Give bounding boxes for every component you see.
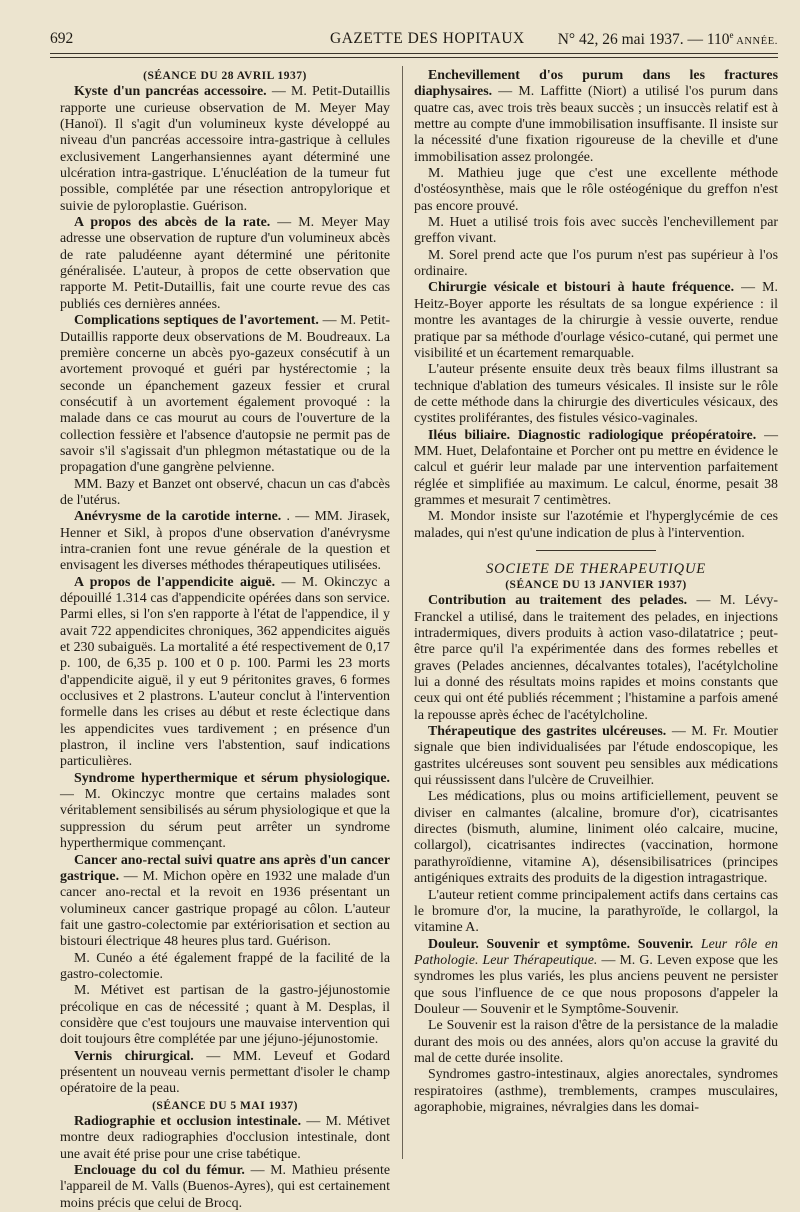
article-body: — M. Mathieu présente l'appareil de M. Valls (Buenos-Ayres), qui est certainement moins précis que celui de Brocq. (60, 1163, 390, 1211)
paragraph: M. Sorel prend acte que l'os purum n'est pas supérieur à l'os ordinaire. (414, 247, 778, 280)
article-body: — M. Heitz-Boyer apporte les résultats de sa longue expérience : il montre les avantages de la chirurgie à vessie ouverte, rendue pratique par sa méthode d'ourlage vésico-cutané, qui permet une visibilité et un écartement remarquable. (414, 280, 778, 361)
issue-annee: ANNÉE. (733, 36, 778, 48)
article-title: Cancer ano-rectal suivi quatre ans après d'un cancer gastrique. (60, 852, 390, 884)
article-body: — MM. Leveuf et Godard présentent un nouveau vernis permettant d'isoler le champ opératoire de la peau. (60, 1048, 390, 1097)
article-body: — M. G. Leven expose que les syndromes les plus variés, les plus anciens peuvent ne persister que sous l'influence de ce que nous proposons d'appeler la Douleur — Souvenir et le Symptôme-Souvenir. (414, 952, 779, 1017)
article (414, 937, 778, 1019)
article-body: — M. Petit-Dutaillis rapporte deux observations de M. Boudreaux. La première concerne un abcès pyo-gazeux consécutif à un avortement provoqué et guéri par hystérectomie ; la seconde un épanchement gazeux fessier et crural consécutif à un avortement également provoqué : la malade dans ce cas mourut au cours de l'ouverture de la collection fessière et l'absence d'autopsie ne permit pas de savoir s'il s'agissait d'un phlegmon métastatique ou de la propagation d'une gangrène pelvienne. (60, 313, 390, 476)
session-heading: (SÉANCE DU 5 MAI 1937) (152, 1099, 298, 1112)
article (60, 509, 390, 574)
article (414, 280, 778, 362)
paragraph: M. Mondor insiste sur l'azotémie et l'hyperglycémie de ces malades, qui n'est qu'une indication de plus à l'intervention. (414, 509, 778, 541)
article-body: — M. Okinczyc a dépouillé 1.314 cas d'appendicite opérées dans son service. Parmi elles, si l'on s'en rapporte à l'état de l'appendice, il y avait 722 appendicites chroniques, 362 appendicites aiguës et 230 subaiguës. La mortalité a été respectivement de 0,17 p. 100, de 6,35 p. 100 et 0 p. 100. Parmi les 23 morts d'appendicite aiguë, il y eut 9 péritonites graves, 6 formes occlusives et 2 plastrons. L'auteur conclut à l'intervention formelle dans les crises au début et reste éclectique dans les appendicites vues tardivement ; en présence d'un plastron, il incline vers l'abstention, sauf indications particulières. (60, 574, 390, 770)
running-header (50, 24, 778, 52)
article-title: Enchevillement d'os purum dans les fractures diaphysaires. (414, 68, 778, 100)
article-body: . — MM. Jirasek, Henner et Sikl, à propos d'une observation d'anévrysme intra-cranien font une revue générale de la question et envisagent les diverses méthodes thérapeutiques utilisées. (60, 509, 390, 574)
issue-sup: e (729, 30, 734, 40)
article-body: — M. Laffitte (Niort) a utilisé l'os purum dans quatre cas, avec trois très beaux succès ; un insuccès relatif est à mettre au compte d'une immobilisation insuffisante. Il insiste sur la nécessité d'une fixation rigoureuse de la cheville et d'une immobilisation assez prolongée. (414, 84, 778, 165)
header-rule-bottom (50, 57, 778, 58)
article (414, 68, 778, 166)
article-title: Radiographie et occlusion intestinale. (74, 1114, 302, 1129)
paragraph: Syndromes gastro-intestinaux, algies anorectales, syndromes respiratoires (asthme), tremblements, crampes musculaires, agoraphobie, migraines, névralgies dans les domai- (414, 1067, 778, 1115)
article-body: — M. Michon opère en 1932 une malade d'un cancer ano-rectal et la revoit en 1936 présentant un volumineux cancer gastrique propagé au côlon. L'auteur fait une gastro-colectomie par extériorisation et section au bistouri électrique 48 heures plus tard. Guérison. (60, 868, 390, 950)
paragraph: M. Mathieu juge que c'est une excellente méthode d'ostéosynthèse, mais que le rôle ostéogénique du greffon n'est pas encore prouvé. (414, 166, 778, 214)
article (60, 1049, 390, 1098)
article-body: — MM. Huet, Delafontaine et Porcher ont pu mettre en évidence le calcul et guérir leur malade par une intervention parfaitement réglée et simplifiée au maximum. Le calcul, énorme, pesait 38 grammes et mesurait 7 centimètres. (414, 427, 778, 508)
article (60, 215, 390, 313)
article-title: Complications septiques de l'avortement. (74, 313, 319, 329)
article-title: A propos de l'appendicite aiguë. (74, 574, 276, 590)
article (60, 1114, 390, 1163)
article (60, 1163, 390, 1212)
paragraph: M. Métivet est partisan de la gastro-jéjunostomie précolique en cas de nécessité ; quant à M. Desplas, il considère que c'est toujours une mauvaise intervention qui doit toujours être complétée par une jéjuno-jéjunostomie. (60, 983, 390, 1048)
article (414, 593, 778, 724)
journal-title: GAZETTE DES HOPITAUX (330, 30, 525, 47)
article-body: — M. Fr. Moutier signale que bien individualisées par l'étude endoscopique, les gastrites ulcéreuses sont souvent peu sensibles aux médications qui réussissent dans l'ulcère de Cruveilhier. (414, 724, 778, 789)
article-body: — M. Meyer May adresse une observation de rupture d'un volumineux abcès de rate paludéenne ayant déterminé une péritonite généralisée. L'auteur, à propos de cette observation que rapporte M. Petit-Dutaillis, fait une courte revue des cas publiés ces dernières années. (60, 215, 390, 312)
left-column (60, 68, 390, 1212)
article-title: Kyste d'un pancréas accessoire. (74, 84, 267, 100)
article-title: Chirurgie vésicale et bistouri à haute fréquence. (428, 280, 735, 296)
article (414, 724, 778, 789)
article-title: Vernis chirurgical. (74, 1048, 194, 1064)
right-column (414, 68, 778, 1116)
paragraph: Le Souvenir est la raison d'être de la persistance de la maladie durant des mois ou des années, alors qu'on accuse la gravité du mal de cette durée insolite. (414, 1018, 778, 1066)
article-body: — M. Petit-Dutaillis rapporte une curieuse observation de M. Meyer May (Hanoï). Il s'agit d'un volumineux kyste développé au niveau d'un pancréas accessoire intra-gastrique à cellules exclusivement Langerhansiennes ayant déterminé une ulcération intra-gastrique. L'énucléation de la tumeur fut possible, complétée par une résection antropylorique et suivie de pyloroplastie. Guérison. (60, 84, 390, 214)
issue-line (558, 30, 778, 49)
article-title: Contribution au traitement des pelades. (428, 593, 688, 609)
article (414, 428, 778, 510)
article-title-italic: Leur rôle en Pathologie. Leur Thérapeutique. (414, 936, 778, 968)
article-title: A propos des abcès de la rate. (74, 215, 271, 231)
article-title: Enclouage du col du fémur. (74, 1163, 245, 1179)
article (60, 575, 390, 771)
article-body: — M. Métivet montre deux radiographies d'occlusion intestinale, dont une avait été prise pour une crise tabétique. (60, 1114, 391, 1162)
article-title: Thérapeutique des gastrites ulcéreuses. (428, 724, 667, 740)
issue-main: N° 42, 26 mai 1937. — 110 (557, 31, 730, 49)
article-body: — M. Okinczyc montre que certains malades sont véritablement sensibilisés au sérum physiologique et que la suppression du sérum peut arrêter un syndrome hyperthermique commençant. (60, 787, 390, 852)
article-title: Anévrysme de la carotide interne. (74, 509, 282, 525)
article-body: — M. Lévy-Franckel a utilisé, dans le traitement des pelades, en injections intradermiques, divers produits à action vaso-dilatatrice ; peut-être parce qu'il l'a expérimentée dans des formes rebelles et graves (Pelades anciennes, décalvantes totales), l'acétylcholine lui a donné des résultats moins rapides et moins constants que ceux qui ont été publiés récemment ; l'histamine a parfois amené la repousse après échec de l'acétylcholine. (414, 593, 778, 723)
section-rule (536, 550, 656, 551)
article (60, 313, 390, 476)
column-divider (402, 66, 403, 1159)
article (60, 84, 390, 215)
paragraph: L'auteur présente ensuite deux très beaux films illustrant sa technique d'ablation des tumeurs vésicales. Il insiste sur le rôle de cette méthode dans la chirurgie des diverticules vésicaux, des cystites proliférantes, des fistules vésico-vaginales. (414, 362, 778, 427)
paragraph: M. Cunéo a été également frappé de la facilité de la gastro-colectomie. (60, 950, 390, 982)
article (60, 771, 390, 853)
paragraph: MM. Bazy et Banzet ont observé, chacun un cas d'abcès de l'utérus. (60, 476, 390, 508)
paragraph: Les médications, plus ou moins artificiellement, peuvent se diviser en calmantes (alcaline, bromure d'or), cicatrisantes directes (bismuth, alumine, liniment oléo calcaire, mucine, collargol), cicatrisantes indirectes (vaccination, hormone parathyroïdienne, vitamine A), désensibilisatrices (principes antigéniques extraits des produits de la digestion intragastrique. (414, 789, 778, 887)
article-title: Douleur. Souvenir et symptôme. Souvenir. (428, 936, 694, 952)
article (60, 853, 390, 951)
article-title: Syndrome hyperthermique et sérum physiologique. (74, 770, 390, 786)
session-heading: (SÉANCE DU 13 JANVIER 1937) (505, 578, 687, 591)
header-rule-top (50, 53, 778, 54)
paragraph: L'auteur retient comme principalement actifs dans certains cas le bromure d'or, la mucine, la parathyroïde, le collargol, la vitamine A. (414, 887, 778, 936)
paragraph: M. Huet a utilisé trois fois avec succès l'enchevillement par greffon vivant. (414, 215, 778, 247)
society-heading: SOCIETE DE THERAPEUTIQUE (486, 560, 706, 577)
page-number: 692 (50, 30, 74, 47)
article-title: Iléus biliaire. Diagnostic radiologique préopératoire. (428, 427, 757, 443)
session-heading: (SÉANCE DU 28 AVRIL 1937) (143, 70, 307, 82)
